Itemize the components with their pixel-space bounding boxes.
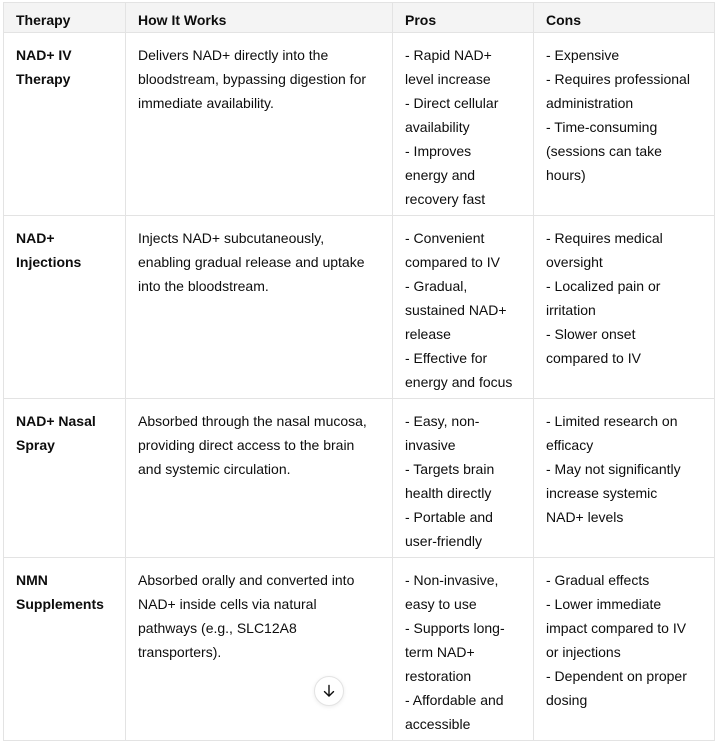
- cell-line: - Gradual,: [405, 278, 468, 294]
- cell-line: - Limited research on: [546, 413, 678, 429]
- table-row: [4, 399, 715, 558]
- cell-line: into the bloodstream.: [138, 278, 269, 294]
- cell-line: restoration: [405, 668, 472, 684]
- scroll-down-button[interactable]: [314, 676, 344, 706]
- cell-line: bloodstream, bypassing digestion for: [138, 71, 367, 87]
- therapy-name-cell: [4, 216, 126, 399]
- therapy-name-cell: [4, 558, 126, 741]
- cell-line: Injects NAD+ subcutaneously,: [138, 230, 325, 246]
- cell-line: - May not significantly: [546, 461, 681, 477]
- therapy-name-cell: [4, 33, 126, 216]
- cell-line: health directly: [405, 485, 492, 501]
- cell-line: - Effective for: [405, 350, 488, 366]
- table-row: [4, 216, 715, 399]
- cell-line: level increase: [405, 71, 491, 87]
- cell-line: Absorbed orally and converted into: [138, 572, 355, 588]
- cell-line: - Non-invasive,: [405, 572, 499, 588]
- cell-line: Spray: [16, 437, 55, 453]
- cell-line: NAD+: [16, 230, 55, 246]
- cell-line: efficacy: [546, 437, 594, 453]
- cell-line: term NAD+: [405, 644, 475, 660]
- pros-cell: [393, 558, 534, 741]
- cell-line: - Time-consuming: [546, 119, 658, 135]
- pros-cell: [393, 33, 534, 216]
- cell-line: sustained NAD+: [405, 302, 507, 318]
- cell-line: NAD+ Nasal: [16, 413, 96, 429]
- cell-line: immediate availability.: [138, 95, 274, 111]
- header-cons: Cons: [534, 3, 715, 33]
- how-it-works-cell: [126, 33, 393, 216]
- cell-line: and systemic circulation.: [138, 461, 291, 477]
- cell-line: energy and focus: [405, 374, 513, 390]
- cell-line: NMN: [16, 572, 48, 588]
- pros-cell: [393, 399, 534, 558]
- cell-line: Injections: [16, 254, 82, 270]
- cell-line: increase systemic: [546, 485, 658, 501]
- cell-line: - Portable and: [405, 509, 493, 525]
- cell-line: Delivers NAD+ directly into the: [138, 47, 329, 63]
- cons-cell: [534, 558, 715, 741]
- cell-line: - Dependent on proper: [546, 668, 687, 684]
- cell-line: NAD+ inside cells via natural: [138, 596, 317, 612]
- cell-line: - Easy, non-: [405, 413, 480, 429]
- cell-line: - Direct cellular: [405, 95, 499, 111]
- cell-line: Supplements: [16, 596, 104, 612]
- cell-line: - Targets brain: [405, 461, 495, 477]
- cell-line: providing direct access to the brain: [138, 437, 355, 453]
- cell-line: NAD+ IV: [16, 47, 72, 63]
- cell-line: - Requires professional: [546, 71, 690, 87]
- cell-line: - Requires medical: [546, 230, 663, 246]
- how-it-works-cell: [126, 399, 393, 558]
- cell-line: Therapy: [16, 71, 71, 87]
- cell-line: accessible: [405, 716, 471, 732]
- header-therapy: Therapy: [4, 3, 126, 33]
- cons-cell: [534, 33, 715, 216]
- header-how-it-works: How It Works: [126, 3, 393, 33]
- cons-cell: [534, 399, 715, 558]
- cell-line: compared to IV: [546, 350, 641, 366]
- cell-line: - Lower immediate: [546, 596, 662, 612]
- cell-line: Absorbed through the nasal mucosa,: [138, 413, 367, 429]
- table-header-row: [4, 3, 715, 33]
- cell-line: - Affordable and: [405, 692, 504, 708]
- cell-line: - Gradual effects: [546, 572, 650, 588]
- table-row: [4, 33, 715, 216]
- how-it-works-cell: [126, 558, 393, 741]
- cell-line: impact compared to IV: [546, 620, 687, 636]
- cell-line: administration: [546, 95, 634, 111]
- pros-cell: [393, 216, 534, 399]
- cell-line: release: [405, 326, 451, 342]
- arrow-down-icon: [321, 683, 337, 699]
- cell-line: or injections: [546, 644, 621, 660]
- cell-line: - Slower onset: [546, 326, 636, 342]
- cell-line: dosing: [546, 692, 588, 708]
- cell-line: oversight: [546, 254, 603, 270]
- header-pros: Pros: [393, 3, 534, 33]
- therapy-name-cell: [4, 399, 126, 558]
- cell-line: (sessions can take: [546, 143, 662, 159]
- cell-line: - Improves: [405, 143, 472, 159]
- cell-line: compared to IV: [405, 254, 500, 270]
- table-row: [4, 558, 715, 741]
- cell-line: - Convenient: [405, 230, 485, 246]
- cell-line: - Localized pain or: [546, 278, 661, 294]
- cell-line: energy and: [405, 167, 476, 183]
- cell-line: enabling gradual release and uptake: [138, 254, 365, 270]
- cell-line: pathways (e.g., SLC12A8: [138, 620, 297, 636]
- how-it-works-cell: [126, 216, 393, 399]
- therapy-comparison-table: [3, 2, 715, 741]
- cell-line: recovery fast: [405, 191, 486, 207]
- cell-line: irritation: [546, 302, 596, 318]
- cons-cell: [534, 216, 715, 399]
- cell-line: invasive: [405, 437, 456, 453]
- cell-line: - Rapid NAD+: [405, 47, 492, 63]
- cell-line: - Expensive: [546, 47, 620, 63]
- cell-line: availability: [405, 119, 470, 135]
- cell-line: hours): [546, 167, 586, 183]
- cell-line: NAD+ levels: [546, 509, 624, 525]
- cell-line: easy to use: [405, 596, 477, 612]
- cell-line: - Supports long-: [405, 620, 505, 636]
- cell-line: transporters).: [138, 644, 222, 660]
- cell-line: user-friendly: [405, 533, 483, 549]
